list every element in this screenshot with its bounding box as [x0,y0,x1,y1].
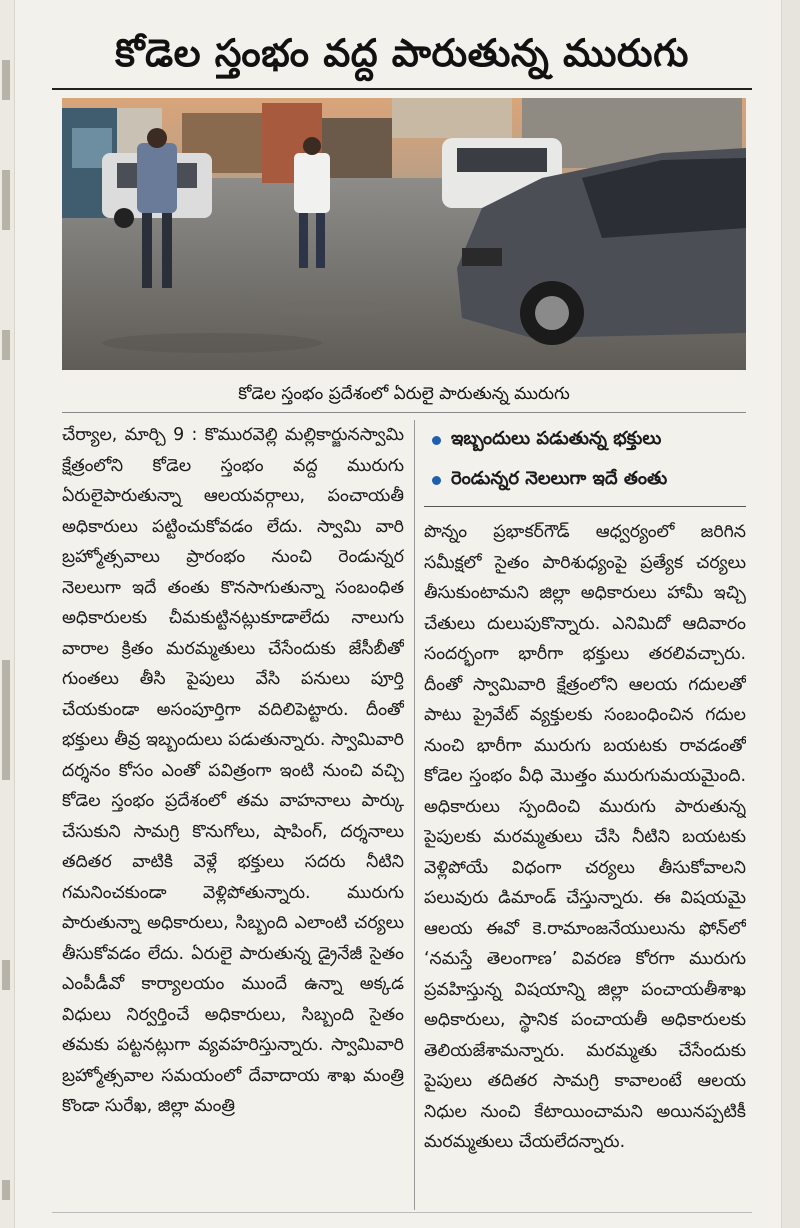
subheading-1 [424,420,746,460]
article-body-left-column: చేర్యాల, మార్చి 9 : కొమురవెల్లి మల్లికార్జునస్వామి క్షేత్రంలోని కోడెల స్తంభం వద్ద మురుగు ఏరులైపారుతున్నా ఆలయవర్గాలు, పంచాయతీ అధికారులు పట్టించుకోవడం లేదు. స్వామి వారి బ్రహ్మోత్సవాలు ప్రారంభం నుంచి రెండున్నర నెలలుగా ఇదే తంతు కొనసాగుతున్నా సంబంధిత అధికారులకు చీమకుట్టినట్లుకూడాలేదు నాలుగు వారాల క్రితం మరమ్మతులు చేసేందుకు జేసీబీతో గుంతలు తీసి పైపులు వేసి పనులు పూర్తి చేయకుండా అసంపూర్తిగా వదిలిపెట్టారు. దీంతో భక్తులు తీవ్ర ఇబ్బందులు పడుతున్నారు. స్వామివారి దర్శనం కోసం ఎంతో పవిత్రంగా ఇంటి నుంచి వచ్చి కోడెల స్తంభం ప్రదేశంలో తమ వాహనాలు పార్కు చేసుకుని సామగ్రి కొనుగోలు, షాపింగ్, దర్శనాలు తదితర వాటికి వెళ్లే భక్తులు సదరు నీటిని గమనించకుండా వెళ్లిపోతున్నారు. మురుగు పారుతున్నా అధికారులు, సిబ్బంది ఎలాంటి చర్యలు తీసుకోవడం లేదు. ఏరులై పారుతున్న డ్రైనేజీ సైతం ఎంపీడీవో కార్యాలయం ముందే ఉన్నా అక్కడ విధులు నిర్వర్తించే అధికారులు, సిబ్బంది సైతం తమకు పట్టనట్లుగా వ్యవహరిస్తున్నారు. స్వామివారి బ్రహ్మోత్సవాల సమయంలో దేవాదాయ శాఖ మంత్రి కొండా సురేఖ, జిల్లా మంత్రి [62,425,404,1116]
subheading-text: రెండున్నర నెలలుగా ఇదే తంతు [451,467,668,489]
news-article [52,18,752,1208]
bottom-rule [52,1212,752,1213]
bullet-icon [432,476,441,485]
adjacent-page-edge-right [781,0,800,1228]
news-photo [62,98,746,370]
subheading-text: ఇబ్బందులు పడుతున్న భక్తులు [451,427,662,449]
column-divider [414,420,415,1210]
article-right-column [424,420,746,1210]
article-body-right-column: పొన్నం ప్రభాకర్‌గౌడ్‌ ఆధ్వర్యంలో జరిగిన సమీక్షలో సైతం పారిశుధ్యంపై ప్రత్యేక చర్యలు తీసుకుంటామని జిల్లా అధికారులు హామీ ఇచ్చి చేతులు దులుపుకొన్నారు. ఎనిమిదో ఆదివారం సందర్భంగా భారీగా భక్తులు తరలివచ్చారు. దీంతో స్వామివారి క్షేత్రంలోని ఆలయ గదులతో పాటు ప్రైవేట్‌ వ్యక్తులకు సంబంధించిన గదుల నుంచి భారీగా మురుగు బయటకు రావడంతో కోడెల స్తంభం వీధి మొత్తం మురుగుమయమైంది. అధికారులు స్పందించి మురుగు పారుతున్న పైపులకు మరమ్మతులు చేసి నీటిని బయటకు వెళ్లిపోయే విధంగా చర్యలు తీసుకోవాలని పలువురు డిమాండ్‌ చేస్తున్నారు. ఈ విషయమై ఆలయ ఈవో కె.రామాంజనేయులును ఫోన్‌లో ‘నమస్తే తెలంగాణ’ వివరణ కోరగా మురుగు ప్రవహిస్తున్న విషయాన్ని జిల్లా పంచాయతీశాఖ అధికారులు, స్థానిక పంచాయతీ అధికారులకు తెలియజేశామన్నారు. మరమ్మతు చేసేందుకు పైపులు తదితర సామగ్రి కావాలంటే ఆలయ నిధుల నుంచి కేటాయించామని అయినప్పటికీ మరమ్మతులు చేయలేదన్నారు. [424,522,746,1152]
subheading-2 [424,460,746,500]
article-headline: కోడెల స్తంభం వద్ద పారుతున్న మురుగు [52,18,752,90]
bullet-icon [432,436,441,445]
adjacent-page-edge-left [0,0,15,1228]
photo-caption: కోడెల స్తంభం ప్రదేశంలో ఏరులై పారుతున్న మురుగు [62,376,746,413]
subheadings [424,420,746,507]
